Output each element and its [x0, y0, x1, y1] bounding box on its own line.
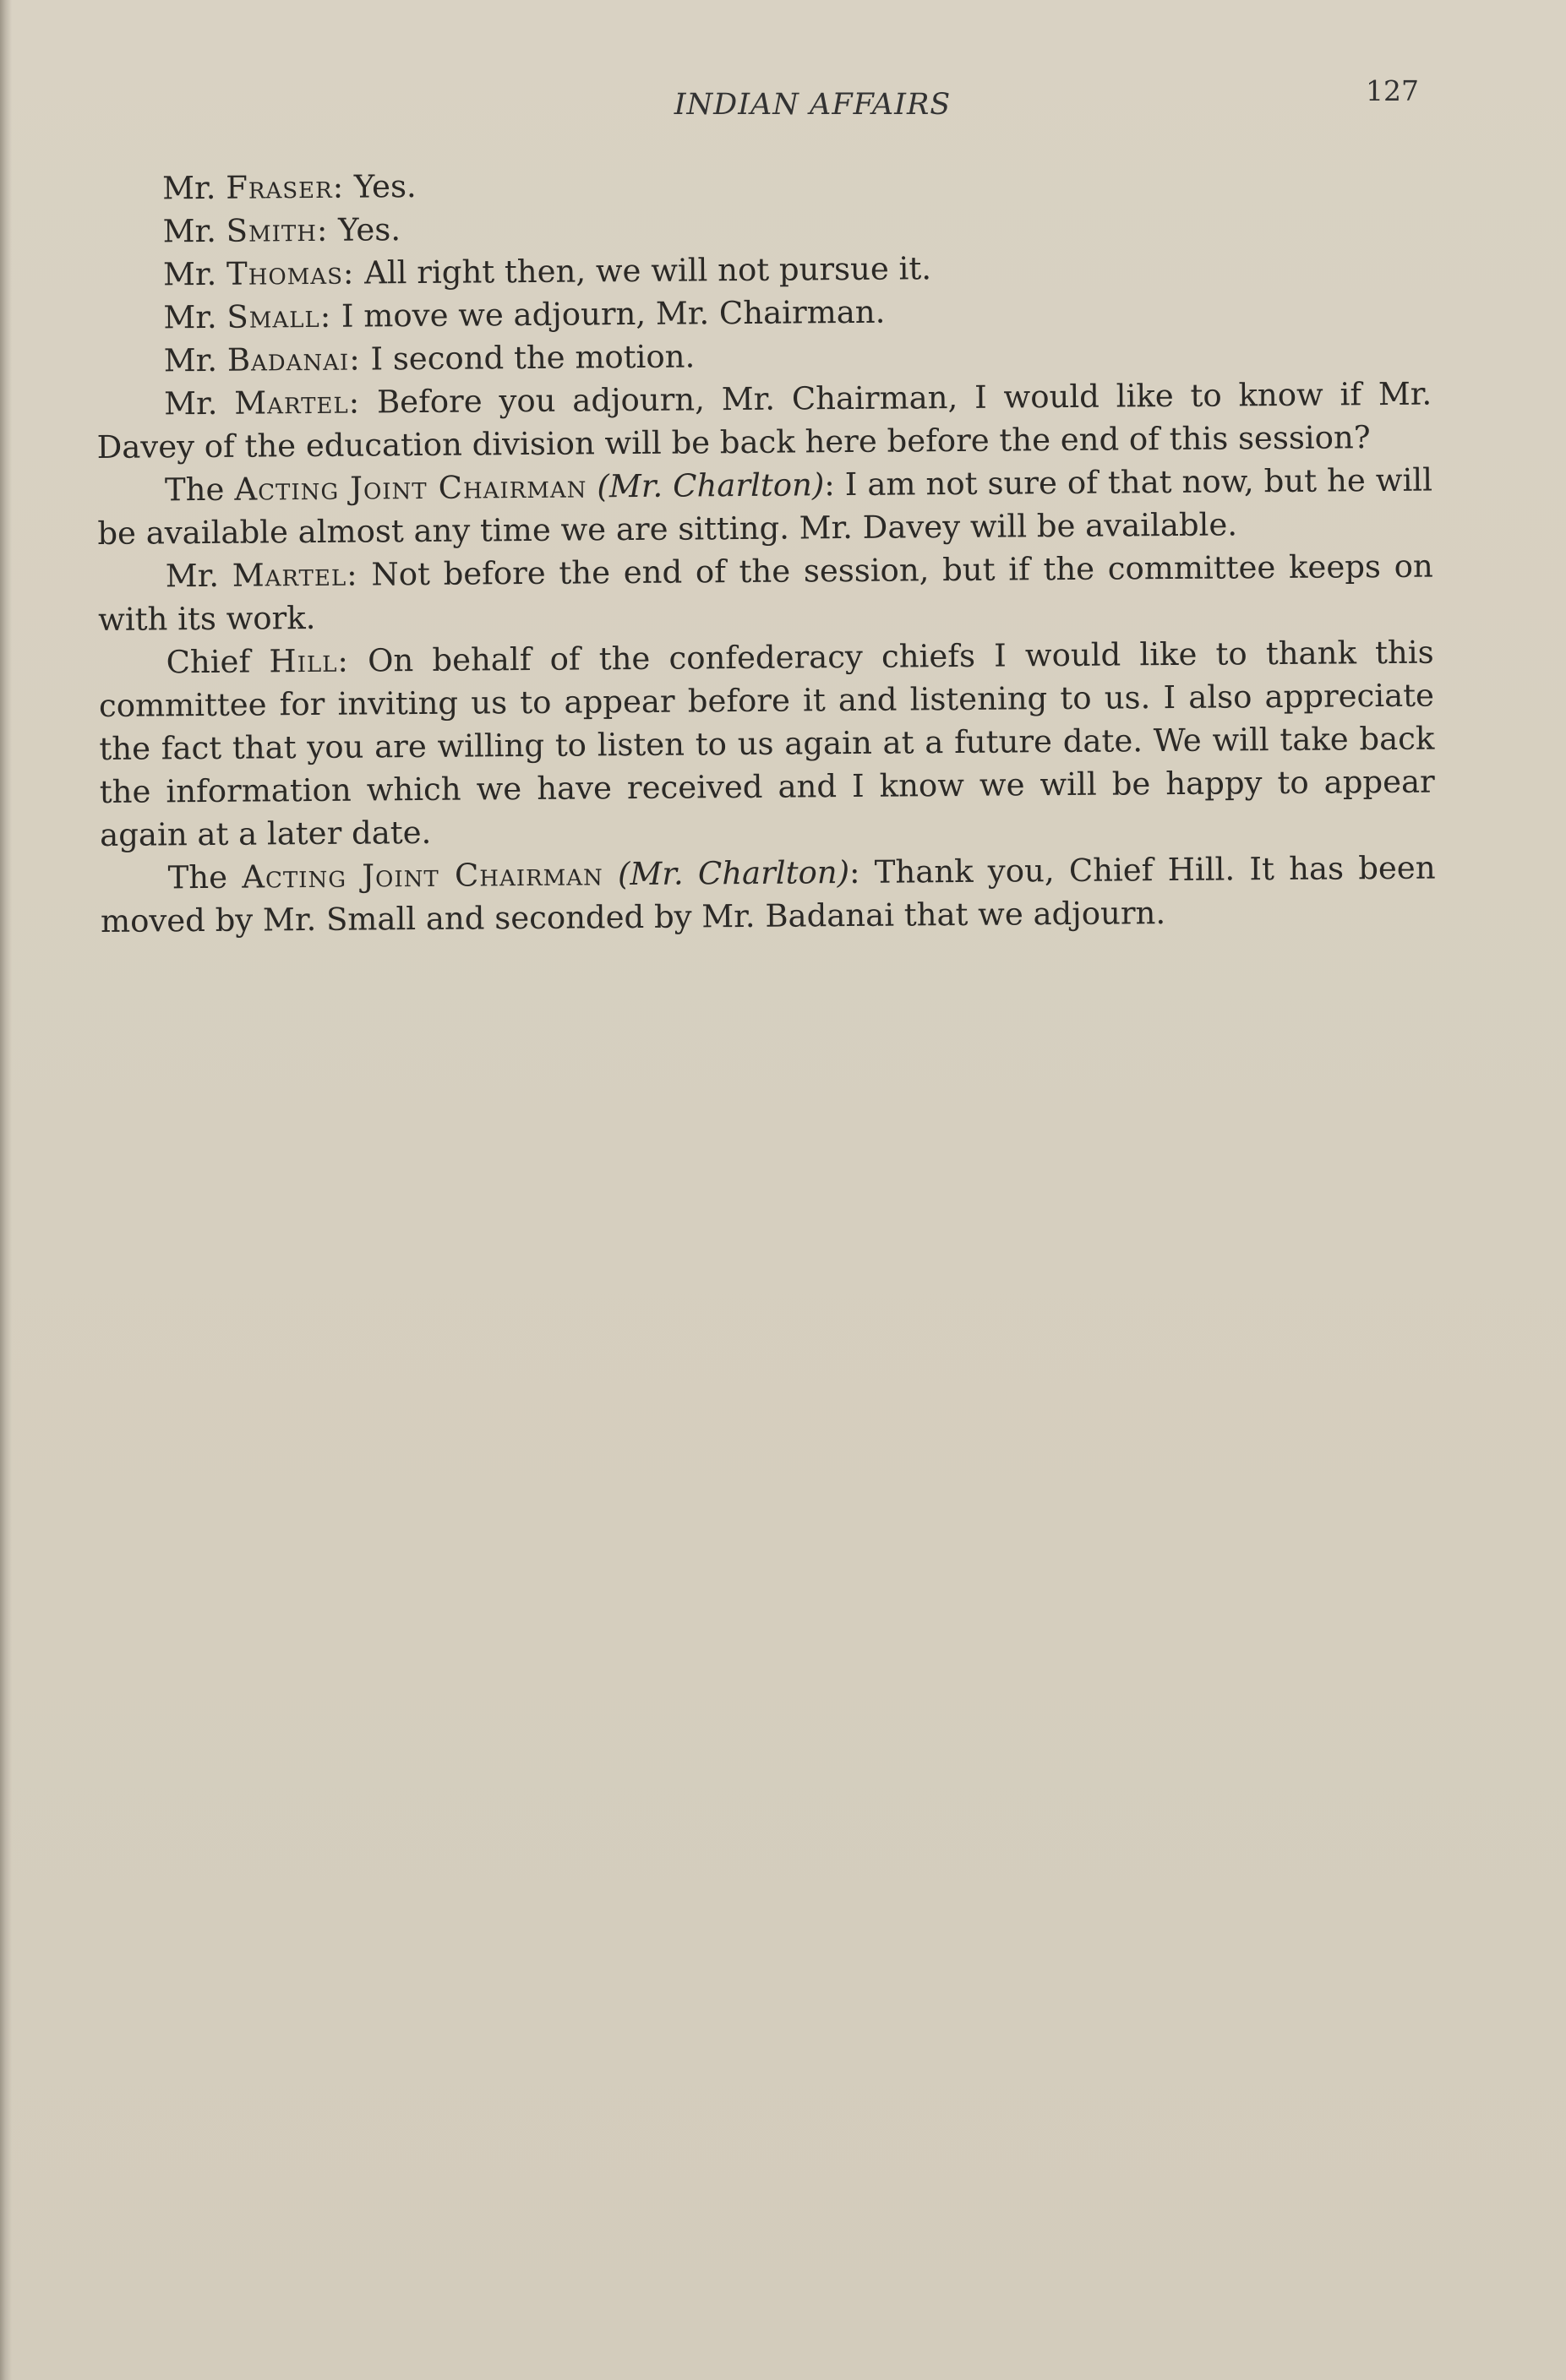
speaker-name: Thomas:: [226, 254, 355, 292]
page-binding-edge: [0, 0, 12, 2380]
speaker-name: Badanai:: [226, 340, 361, 379]
speaker-prefix: Mr.: [164, 384, 218, 422]
speaker-aside: (Mr. Charlton): [597, 466, 825, 505]
speaker-name: Fraser:: [226, 168, 345, 206]
speaker-prefix: Mr.: [162, 212, 217, 250]
speaker-prefix: Chief: [166, 643, 251, 681]
speaker-name: Small:: [226, 297, 332, 335]
speaker-prefix: Mr.: [163, 341, 218, 379]
speaker-name: Hill:: [269, 642, 350, 680]
speaker-prefix: The: [164, 471, 225, 509]
speaker-name: Martel:: [232, 556, 358, 594]
speaker-prefix: Mr.: [163, 298, 217, 336]
speech-text: I am not sure of that now, but he will be available almost any time we are sitting. Mr. Davey will be available.: [97, 461, 1433, 552]
speech-text: Before you adjourn, Mr. Chairman, I would like to know if Mr. Davey of the education division will be back here before the end of this session?: [96, 375, 1432, 466]
speech-text: All right then, we will not pursue it.: [363, 250, 932, 291]
speaker-name: Martel:: [234, 384, 361, 422]
speech-text: I second the motion.: [370, 338, 696, 378]
speech-text: Thank you, Chief Hill. It has been moved by Mr. Small and seconded by Mr. Badanai that we adjourn.: [100, 849, 1436, 939]
speaker-name: Smith:: [226, 211, 329, 249]
speech-text: On behalf of the confederacy chiefs I would like to thank this committee for inviting us to appear before it and listening to us. I also appreciate the fact that you are willing to listen to us again at a future date. We will take back the information which we have received and I know we will be happy to appear again at a later date.: [98, 634, 1435, 853]
speech-text: Not before the end of the session, but if the committee keeps on with its work.: [98, 547, 1433, 638]
speaker-aside: (Mr. Charlton): [617, 854, 850, 893]
speaker-colon: :: [824, 466, 835, 504]
speaker-prefix: Mr.: [165, 557, 220, 595]
speech-text: Yes.: [337, 211, 401, 248]
speaker-name: Acting Joint Chairman: [234, 468, 587, 508]
speaker-name: Acting Joint Chairman: [242, 856, 603, 896]
speaker-prefix: The: [167, 858, 228, 896]
transcript-body: [95, 157, 1436, 943]
speech-text: I move we adjourn, Mr. Chairman.: [341, 293, 886, 335]
transcript-entry: [98, 545, 1434, 641]
transcript-entry: [100, 847, 1436, 943]
speaker-prefix: Mr.: [162, 169, 216, 207]
speaker-prefix: Mr.: [162, 255, 217, 293]
transcript-entry: [96, 373, 1432, 469]
running-title: INDIAN AFFAIRS: [674, 88, 952, 122]
speech-text: Yes.: [353, 168, 417, 205]
transcript-entry: [98, 631, 1435, 857]
speaker-colon: :: [848, 853, 860, 891]
transcript-entry: [97, 459, 1433, 555]
page-number: 127: [1366, 74, 1419, 107]
